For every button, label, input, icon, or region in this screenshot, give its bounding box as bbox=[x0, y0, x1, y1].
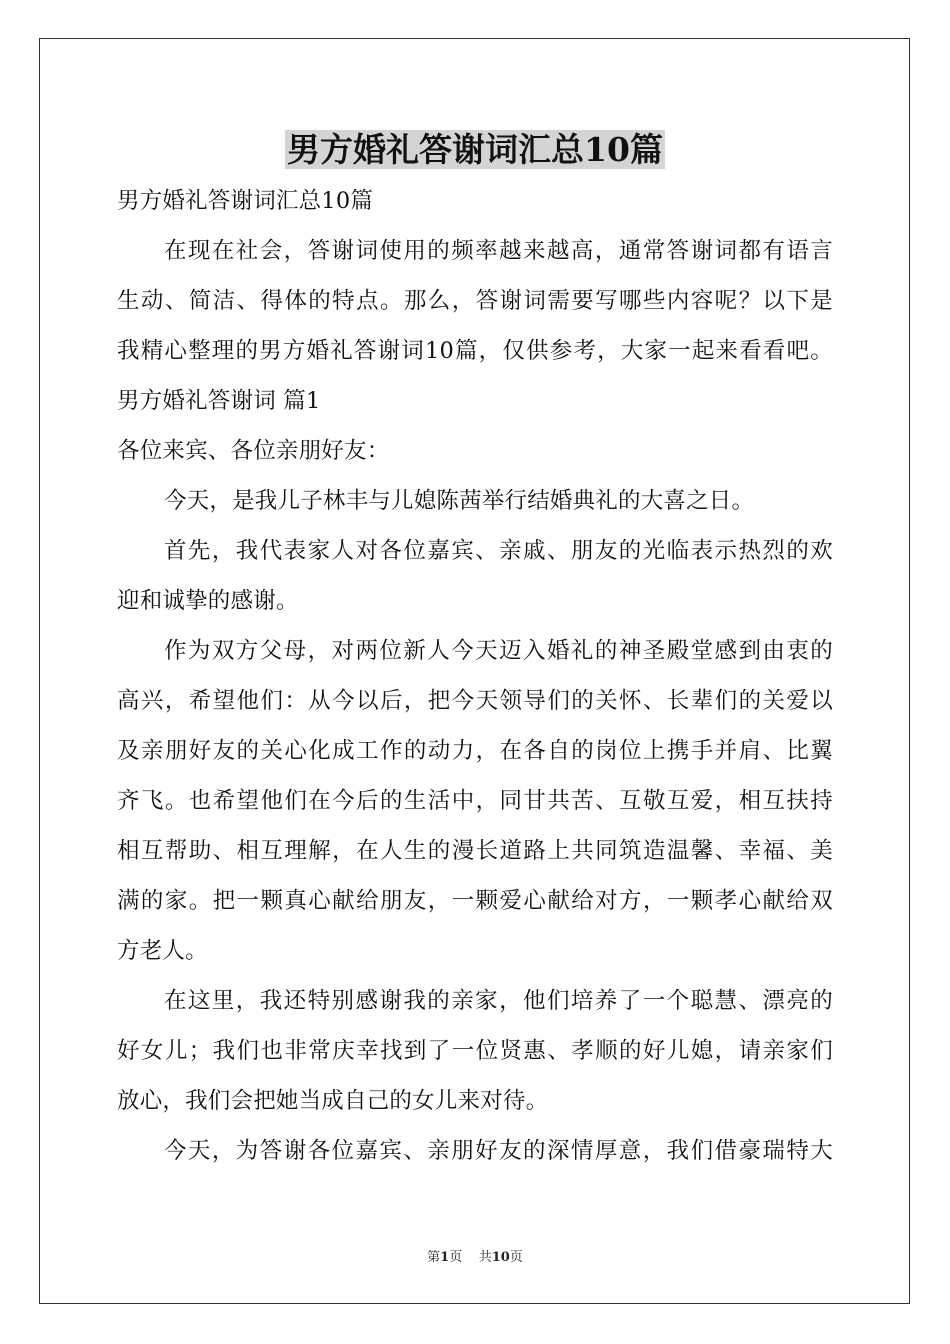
footer-page-prefix: 第 bbox=[427, 1250, 441, 1265]
document-title bbox=[0, 126, 950, 174]
footer-total-pages: 10 bbox=[491, 1250, 510, 1265]
text-line: 好女儿；我们也非常庆幸找到了一位贤惠、孝顺的好儿媳，请亲家们 bbox=[117, 1038, 833, 1064]
footer-page-number: 1 bbox=[440, 1250, 450, 1265]
text-line: 今天，是我儿子林丰与儿媳陈茜举行结婚典礼的大喜之日。 bbox=[164, 488, 755, 514]
text-line: 首先，我代表家人对各位嘉宾、亲戚、朋友的光临表示热烈的欢 bbox=[164, 538, 833, 564]
document-body bbox=[117, 176, 833, 1176]
text-line: 齐飞。也希望他们在今后的生活中，同甘共苦、互敬互爱，相互扶持 bbox=[117, 788, 833, 814]
text-line: 及亲朋好友的关心化成工作的动力，在各自的岗位上携手并肩、比翼 bbox=[117, 738, 833, 764]
text-line: 迎和诚挚的感谢。 bbox=[117, 588, 299, 614]
text-line: 相互帮助、相互理解，在人生的漫长道路上共同筑造温馨、幸福、美 bbox=[117, 838, 833, 864]
text-line: 在现在社会，答谢词使用的频率越来越高，通常答谢词都有语言 bbox=[164, 238, 833, 264]
text-line: 我精心整理的男方婚礼答谢词10篇，仅供参考，大家一起来看看吧。 bbox=[117, 338, 833, 364]
footer-page-suffix: 页 bbox=[449, 1250, 463, 1265]
footer-total-suffix: 页 bbox=[509, 1250, 523, 1265]
footer-total-prefix: 共 bbox=[478, 1250, 492, 1265]
page-footer bbox=[0, 1250, 950, 1266]
text-line: 方老人。 bbox=[117, 938, 208, 964]
text-line: 男方婚礼答谢词汇总10篇 bbox=[117, 188, 374, 214]
text-line: 在这里，我还特别感谢我的亲家，他们培养了一个聪慧、漂亮的 bbox=[164, 988, 833, 1014]
text-line: 男方婚礼答谢词 篇1 bbox=[117, 388, 321, 414]
text-line: 今天，为答谢各位嘉宾、亲朋好友的深情厚意，我们借豪瑞特大 bbox=[164, 1138, 833, 1164]
text-line: 满的家。把一颗真心献给朋友，一颗爱心献给对方，一颗孝心献给双 bbox=[117, 888, 833, 914]
text-line: 生动、简洁、得体的特点。那么，答谢词需要写哪些内容呢？以下是 bbox=[117, 288, 833, 314]
document-title-text: 男方婚礼答谢词汇总10篇 bbox=[287, 130, 663, 169]
text-line: 高兴，希望他们：从今以后，把今天领导们的关怀、长辈们的关爱以 bbox=[117, 688, 833, 714]
text-line: 放心，我们会把她当成自己的女儿来对待。 bbox=[117, 1088, 549, 1114]
text-line: 各位来宾、各位亲朋好友： bbox=[117, 438, 390, 464]
text-line: 作为双方父母，对两位新人今天迈入婚礼的神圣殿堂感到由衷的 bbox=[164, 638, 833, 664]
